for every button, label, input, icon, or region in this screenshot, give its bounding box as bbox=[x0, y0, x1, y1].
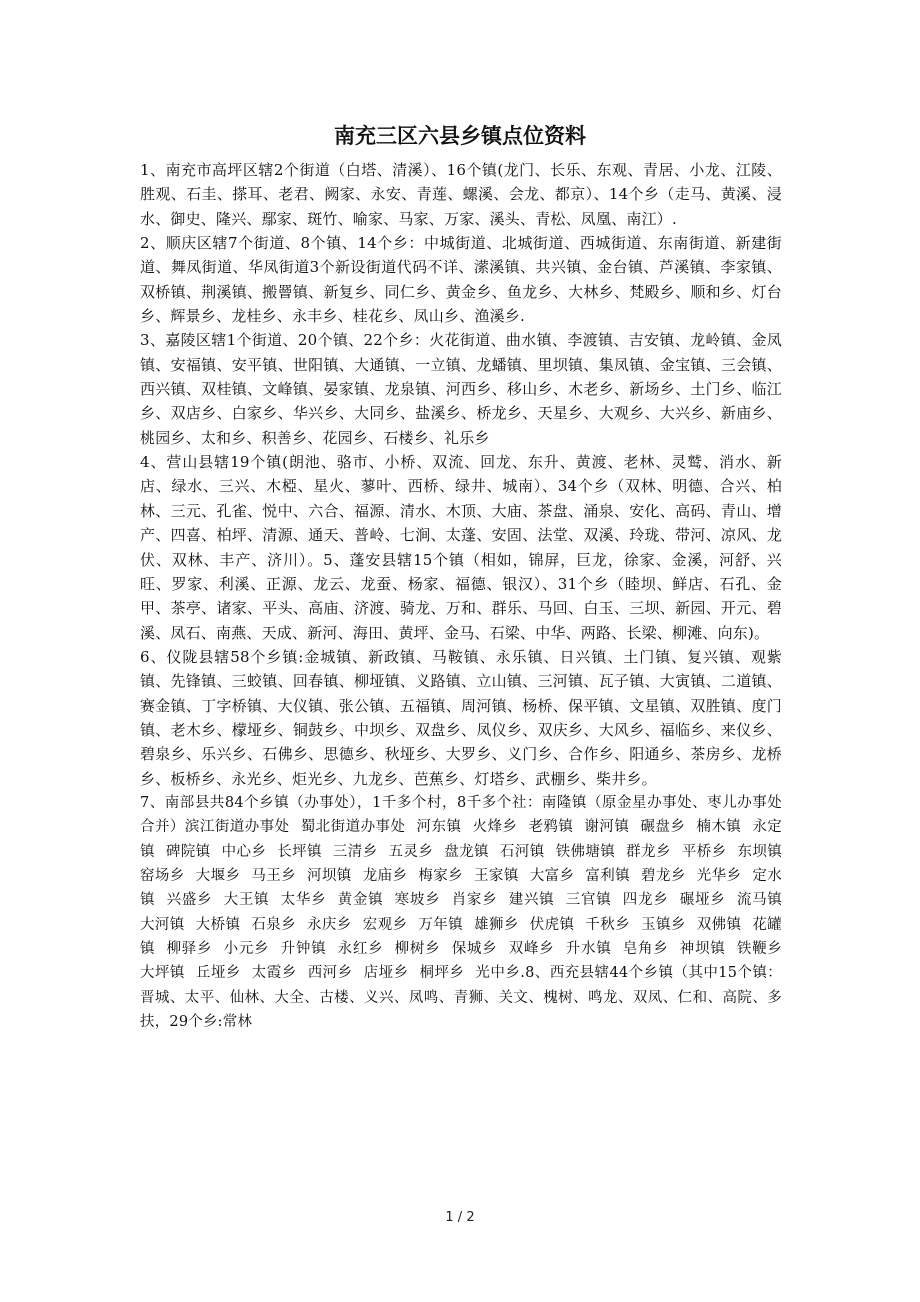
page-number: 1 / 2 bbox=[445, 1210, 475, 1225]
paragraph-yilong: 6、仪陇县辖58个乡镇:金城镇、新政镇、马鞍镇、永乐镇、日兴镇、土门镇、复兴镇、观紫镇、先锋镇、三蛟镇、回春镇、柳垭镇、义路镇、立山镇、三河镇、瓦子镇、大寅镇、二道镇、赛金镇、丁字桥镇、大仪镇、张公镇、五福镇、周河镇、杨桥、保平镇、文星镇、双胜镇、度门镇、老木乡、檬垭乡、铜鼓乡、中坝乡、双盘乡、凤仪乡、双庆乡、大风乡、福临乡、来仪乡、碧泉乡、乐兴乡、石佛乡、思德乡、秋垭乡、大罗乡、义门乡、合作乡、阳通乡、茶房乡、龙桥乡、板桥乡、永光乡、炬光乡、九龙乡、芭蕉乡、灯塔乡、武棚乡、柴井乡。 bbox=[140, 647, 782, 788]
paragraph-nanbu-xichong: 7、南部县共84个乡镇（办事处），1千多个村，8千多个社：南隆镇（原金星办事处、枣儿办事处合并）滨江街道办事处 蜀北街道办事处 河东镇 火烽乡 老鸦镇 谢河镇 碾盘乡 楠木镇 永定镇 碑院镇 中心乡 长坪镇 三清乡 五灵乡 盘龙镇 石河镇 铁佛塘镇 群龙乡 平桥乡 东坝镇 窑场乡 大堰乡 马王乡 河坝镇 龙庙乡 梅家乡 王家镇 大富乡 富利镇 碧龙乡 光华乡 定水镇 兴盛乡 大王镇 太华乡 黄金镇 寒坡乡 肖家乡 建兴镇 三官镇 四龙乡 碾垭乡 流马镇 大河镇 大桥镇 石泉乡 永庆乡 宏观乡 万年镇 雄狮乡 伏虎镇 千秋乡 玉镇乡 双佛镇 花罐镇 柳驿乡 小元乡 升钟镇 永红乡 柳树乡 保城乡 双峰乡 升水镇 皂角乡 神坝镇 铁鞭乡 大坪镇 丘垭乡 太霞乡 西河乡 店垭乡 桐坪乡 光中乡.8、西充县辖44个乡镇（其中15个镇：晋城、太平、仙林、大全、古楼、义兴、凤鸣、青狮、关文、槐树、鸣龙、双凤、仁和、高院、多扶，29个乡:常林 bbox=[140, 794, 782, 1031]
paragraph-yingshan-pengan: 4、营山县辖19个镇(朗池、骆市、小桥、双流、回龙、东升、黄渡、老林、灵鹫、消水、新店、绿水、三兴、木椏、星火、蓼叶、西桥、绿井、城南）、34个乡（双林、明德、合兴、柏林、三元、孔雀、悦中、六合、福源、清水、木顶、大庙、茶盘、涌泉、安化、高码、青山、增产、四喜、柏坪、清源、通天、普岭、七涧、太蓬、安固、法堂、双溪、玲珑、带河、凉风、龙伏、双林、丰产、济川）。5、蓬安县辖15个镇（相如，锦屏，巨龙，徐家、金溪，河舒、兴旺、罗家、利溪、正源、龙云、龙蚕、杨家、福德、银汉）、31个乡（睦坝、鲜店、石孔、金甲、茶亭、诸家、平头、高庙、济渡、骑龙、万和、群乐、马回、白玉、三坝、新园、开元、碧溪、凤石、南燕、天成、新河、海田、黄坪、金马、石梁、中华、两路、长梁、柳滩、向东)。 bbox=[140, 453, 782, 642]
document-body bbox=[140, 158, 782, 1034]
paragraph-jialing: 3、嘉陵区辖1个街道、20个镇、22个乡：火花街道、曲水镇、李渡镇、吉安镇、龙岭镇、金凤镇、安福镇、安平镇、世阳镇、大通镇、一立镇、龙蟠镇、里坝镇、集凤镇、金宝镇、三会镇、西兴镇、双桂镇、文峰镇、晏家镇、龙泉镇、河西乡、移山乡、木老乡、新场乡、土门乡、临江乡、双店乡、白家乡、华兴乡、大同乡、盐溪乡、桥龙乡、天星乡、大观乡、大兴乡、新庙乡、桃园乡、太和乡、积善乡、花园乡、石楼乡、礼乐乡 bbox=[140, 331, 782, 447]
paragraph-gaoping: 1、南充市高坪区辖2个街道（白塔、清溪）、16个镇(龙门、长乐、东观、青居、小龙、江陵、胜观、石圭、搽耳、老君、阙家、永安、青莲、螺溪、会龙、都京）、14个乡（走马、黄溪、浸水、御史、隆兴、鄢家、斑竹、喻家、马家、万家、溪头、青松、凤凰、南江）. bbox=[140, 161, 782, 228]
document-title: 南充三区六县乡镇点位资料 bbox=[334, 124, 586, 148]
paragraph-shunqing: 2、顺庆区辖7个街道、8个镇、14个乡：中城街道、北城街道、西城街道、东南街道、新建街道、舞凤街道、华凤街道3个新设街道代码不详、潆溪镇、共兴镇、金台镇、芦溪镇、李家镇、双桥镇、荆溪镇、搬罾镇、新复乡、同仁乡、黄金乡、鱼龙乡、大林乡、梵殿乡、顺和乡、灯台乡、辉景乡、龙桂乡、永丰乡、桂花乡、凤山乡、渔溪乡. bbox=[140, 234, 782, 326]
